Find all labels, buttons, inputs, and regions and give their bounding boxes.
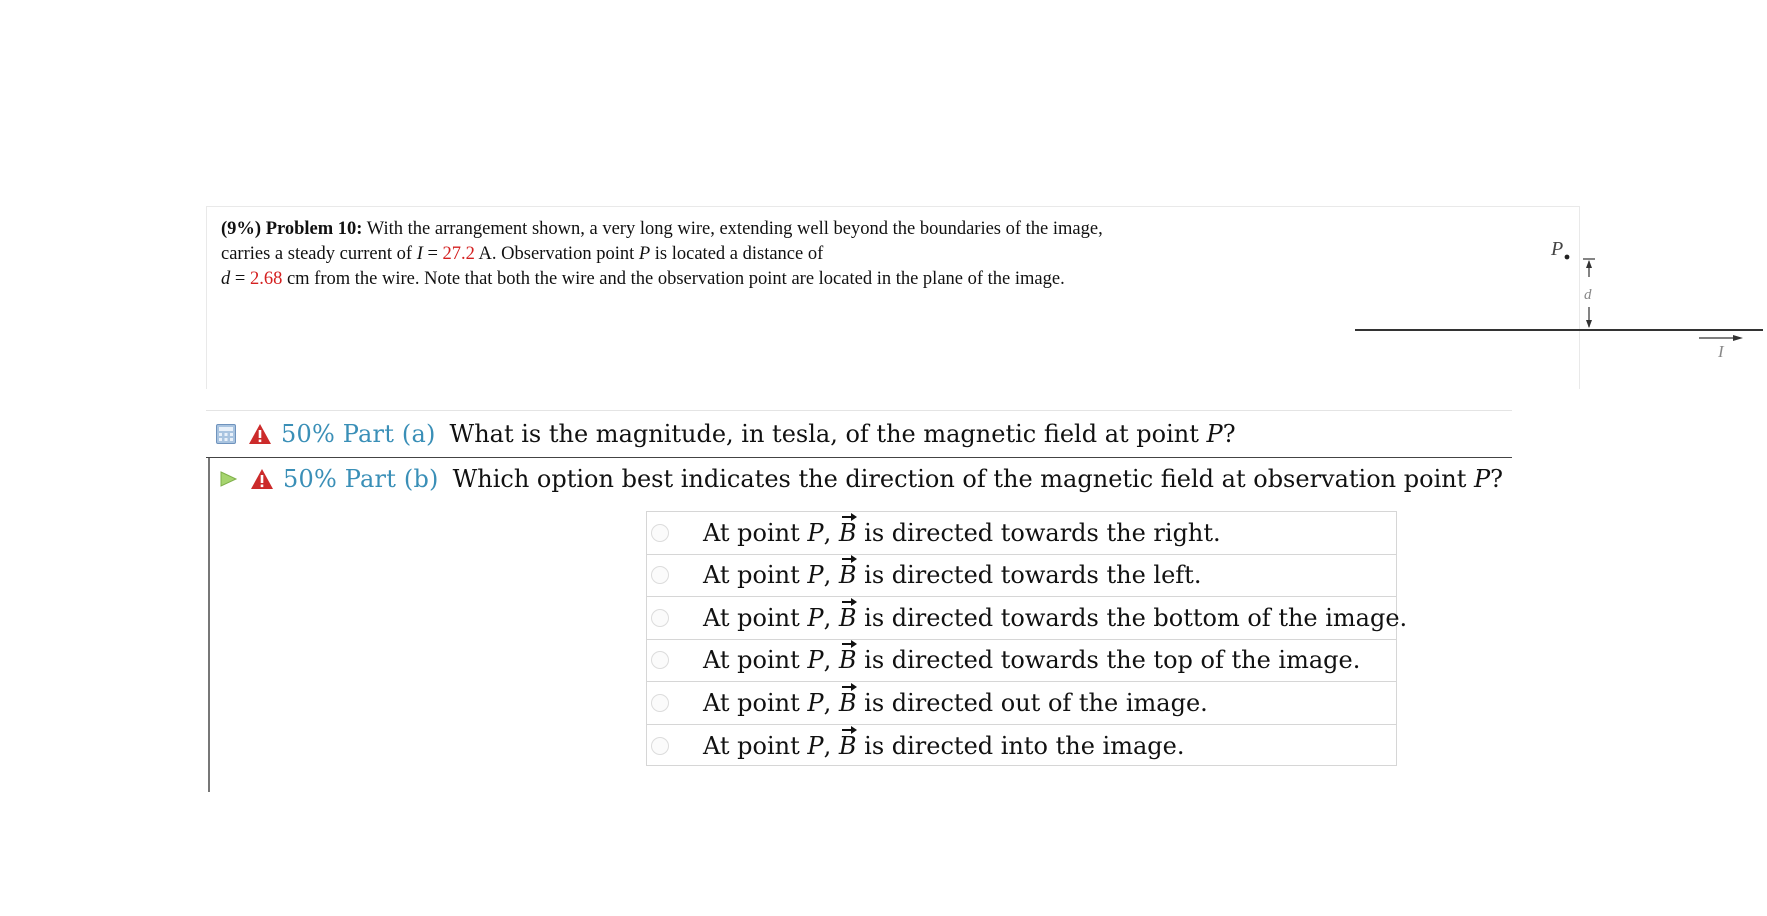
part-b-question-symbol: P [1474, 465, 1491, 493]
option-text [703, 561, 1201, 589]
current-arrow-head [1733, 335, 1743, 341]
equals-sign: = [427, 244, 438, 264]
option-comma: , [823, 561, 832, 590]
option-into-image[interactable] [647, 725, 1396, 768]
distance-arrow-down-head [1586, 320, 1592, 328]
problem-text-2: is located a distance of [654, 244, 824, 264]
problem-statement-panel [206, 206, 1724, 389]
option-suffix: is directed towards the left. [864, 561, 1202, 590]
part-a-header[interactable] [206, 410, 1512, 458]
distance-d-label: d [1584, 287, 1592, 303]
answer-options [646, 511, 1408, 766]
radio-button[interactable] [651, 609, 669, 627]
vector-b-symbol: B [838, 688, 857, 717]
option-comma: , [823, 603, 832, 632]
warning-icon [250, 468, 274, 490]
part-a-question-mark: ? [1222, 420, 1236, 448]
radio-button[interactable] [651, 566, 669, 584]
option-suffix: is directed towards the bottom of the image. [864, 603, 1408, 632]
part-a-question-text: What is the magnitude, in tesla, of the magnetic field at point [449, 420, 1199, 448]
point-p-label: P [1551, 238, 1564, 260]
option-suffix: is directed towards the right. [864, 518, 1221, 547]
option-right[interactable] [647, 512, 1396, 555]
problem-text-3: cm from the wire. Note that both the wire and the observation point are located in the plane of the image. [286, 269, 1065, 289]
option-suffix: is directed out of the image. [864, 688, 1208, 717]
vector-b-symbol: B [838, 646, 857, 675]
option-point-symbol: P [807, 688, 824, 717]
problem-text [221, 217, 1131, 292]
part-b-label: 50% Part (b) [283, 465, 439, 493]
part-a-label: 50% Part (a) [281, 420, 436, 448]
option-comma: , [823, 646, 832, 675]
option-comma: , [823, 688, 832, 717]
radio-button[interactable] [651, 694, 669, 712]
part-b-question [453, 465, 1503, 493]
part-b-header[interactable] [208, 458, 1512, 500]
distance-value: 2.68 [249, 269, 283, 289]
option-comma: , [823, 518, 832, 547]
warning-icon [248, 423, 272, 445]
option-text [703, 519, 1221, 547]
wire-diagram-svg [1347, 227, 1767, 367]
radio-button[interactable] [651, 524, 669, 542]
part-b-question-mark: ? [1490, 465, 1504, 493]
option-point-symbol: P [807, 518, 824, 547]
part-a-question [450, 420, 1236, 448]
option-suffix: is directed towards the top of the image. [864, 646, 1361, 675]
option-point-symbol: P [807, 731, 824, 760]
option-top[interactable] [647, 640, 1396, 683]
option-text [703, 689, 1208, 717]
part-a-question-symbol: P [1206, 420, 1223, 448]
current-value: 27.2 [442, 244, 475, 264]
option-text [703, 646, 1360, 674]
option-text [703, 604, 1407, 632]
current-symbol: I [416, 244, 423, 264]
calculator-icon[interactable] [216, 424, 236, 444]
option-point-symbol: P [807, 561, 824, 590]
point-p-dot [1565, 255, 1570, 260]
distance-arrow-up-head [1586, 260, 1592, 268]
problem-text-1: With the arrangement shown, a very long wire, extending well beyond the boundaries of the image, carries a steady current of [221, 219, 1103, 264]
problem-weight: (9%) [221, 219, 262, 239]
radio-button[interactable] [651, 651, 669, 669]
option-prefix: At point [703, 518, 800, 547]
part-b-left-rule [208, 458, 210, 792]
option-left[interactable] [647, 555, 1396, 598]
option-text [703, 732, 1184, 760]
play-triangle-icon[interactable] [218, 469, 238, 489]
wire-diagram [1347, 227, 1767, 367]
option-point-symbol: P [807, 603, 824, 632]
option-prefix: At point [703, 561, 800, 590]
option-prefix: At point [703, 603, 800, 632]
current-i-label: I [1718, 342, 1724, 361]
vector-b-symbol: B [838, 603, 857, 632]
current-unit: A. Observation point [478, 244, 635, 264]
option-prefix: At point [703, 646, 800, 675]
problem-title: Problem 10: [265, 219, 363, 239]
vector-b-symbol: B [838, 561, 857, 590]
distance-symbol: d [221, 269, 231, 289]
option-bottom[interactable] [647, 597, 1408, 640]
option-point-symbol: P [807, 646, 824, 675]
radio-button[interactable] [651, 737, 669, 755]
part-b-question-text: Which option best indicates the direction of the magnetic field at observation point [452, 465, 1467, 493]
option-suffix: is directed into the image. [864, 731, 1185, 760]
point-symbol: P [638, 244, 651, 264]
vector-b-symbol: B [838, 731, 857, 760]
option-out-of-image[interactable] [647, 682, 1396, 725]
option-prefix: At point [703, 688, 800, 717]
option-prefix: At point [703, 731, 800, 760]
equals-sign-2: = [234, 269, 246, 289]
vector-b-symbol: B [838, 518, 857, 547]
option-comma: , [823, 731, 832, 760]
